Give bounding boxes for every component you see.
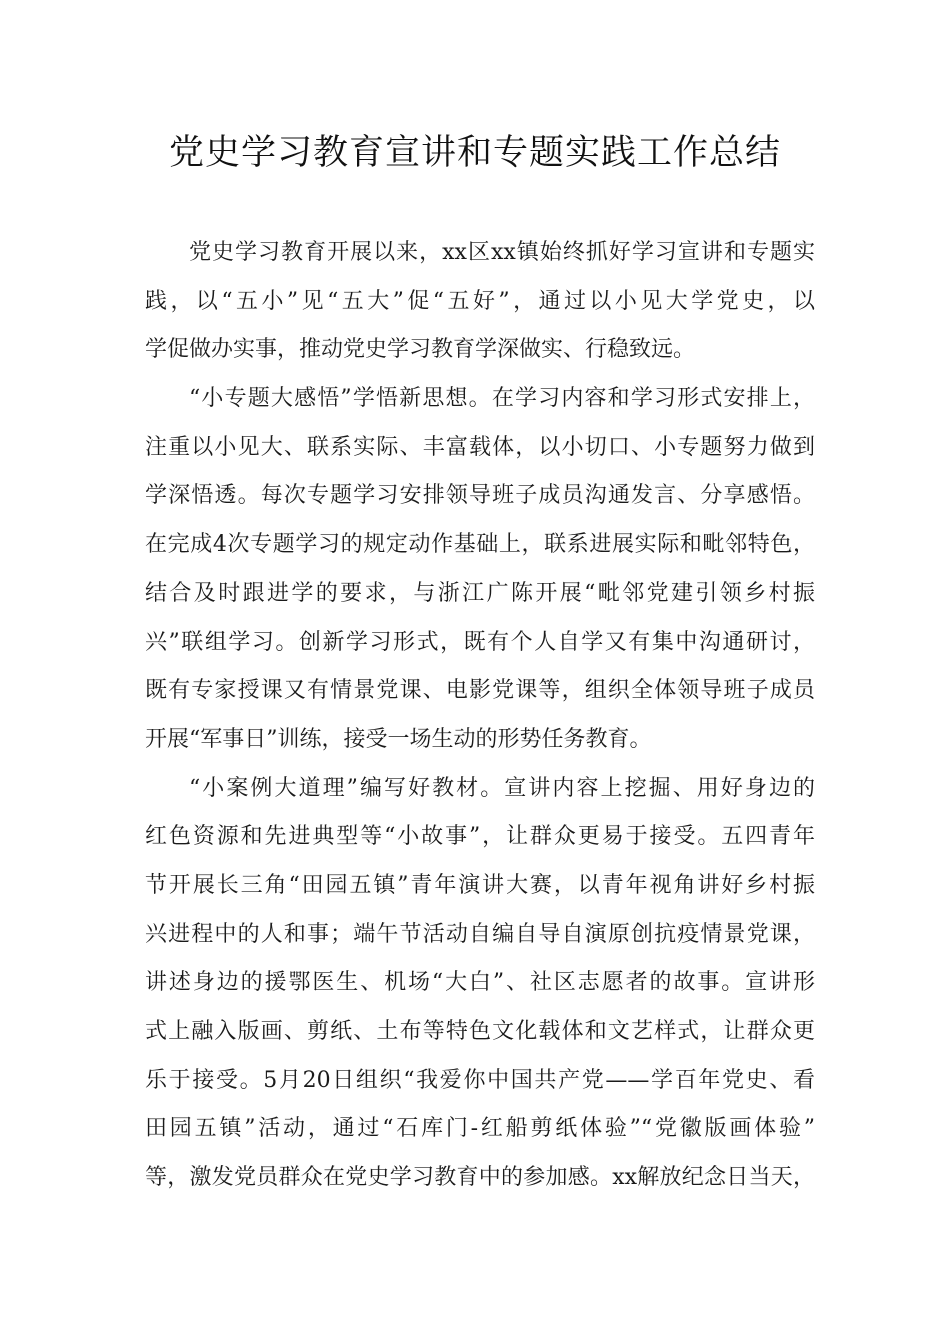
text-line: 兴”联组学习。创新学习形式，既有个人自学又有集中沟通研讨， <box>145 629 815 655</box>
text-line: 田园五镇”活动，通过“石库门-红船剪纸体验”“党徽版画体验” <box>145 1116 815 1142</box>
text-line: 红色资源和先进典型等“小故事”，让群众更易于接受。五四青年 <box>145 824 815 850</box>
document-title: 党史学习教育宣讲和专题实践工作总结 <box>168 133 781 173</box>
document-body <box>145 229 815 1203</box>
text-line: “小案例大道理”编写好教材。宣讲内容上挖掘、用好身边的 <box>189 775 815 801</box>
text-line: 在完成4次专题学习的规定动作基础上，联系进展实际和毗邻特色， <box>145 532 815 558</box>
text-line: 等，激发党员群众在党史学习教育中的参加感。xx解放纪念日当天， <box>145 1165 815 1191</box>
text-line: 结合及时跟进学的要求，与浙江广陈开展“毗邻党建引领乡村振 <box>145 580 815 606</box>
text-line: 学促做办实事，推动党史学习教育学深做实、行稳致远。 <box>145 337 696 363</box>
paragraph <box>145 765 815 1203</box>
text-line: 开展“军事日”训练，接受一场生动的形势任务教育。 <box>145 726 652 752</box>
text-line: 兴进程中的人和事；端午节活动自编自导自演原创抗疫情景党课， <box>145 921 815 947</box>
text-line: 注重以小见大、联系实际、丰富载体，以小切口、小专题努力做到 <box>145 434 815 460</box>
text-line: 既有专家授课又有情景党课、电影党课等，组织全体领导班子成员 <box>145 678 815 704</box>
paragraph <box>145 375 815 765</box>
text-line: 式上融入版画、剪纸、土布等特色文化载体和文艺样式，让群众更 <box>145 1019 815 1044</box>
text-line: 讲述身边的援鄂医生、机场“大白”、社区志愿者的故事。宣讲形 <box>145 970 815 996</box>
text-line: 党史学习教育开展以来，xx区xx镇始终抓好学习宣讲和专题实 <box>189 240 815 265</box>
text-line: 乐于接受。5月20日组织“我爱你中国共产党——学百年党史、看 <box>145 1067 815 1093</box>
text-line: 节开展长三角“田园五镇”青年演讲大赛，以青年视角讲好乡村振 <box>145 872 815 898</box>
paragraph <box>145 229 815 375</box>
text-line: “小专题大感悟”学悟新思想。在学习内容和学习形式安排上， <box>189 386 815 412</box>
text-line: 践，以“五小”见“五大”促“五好”，通过以小见大学党史，以 <box>145 288 815 314</box>
text-line: 学深悟透。每次专题学习安排领导班子成员沟通发言、分享感悟。 <box>145 483 815 509</box>
